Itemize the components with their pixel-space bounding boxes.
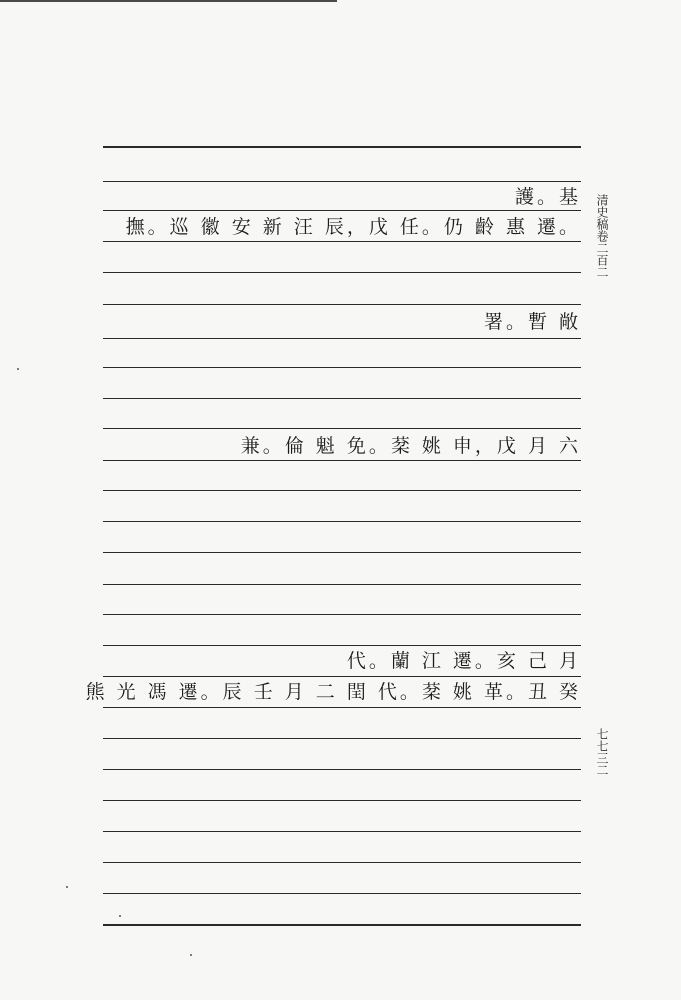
table-rule	[103, 707, 581, 708]
table-rule	[103, 521, 581, 522]
top-edge-rule	[0, 0, 337, 2]
entry-row: 署。暫 敞	[483, 311, 581, 333]
table-rule	[103, 738, 581, 739]
table-rule	[103, 338, 581, 339]
entry-row: 護。基	[514, 186, 581, 208]
scan-speck	[190, 954, 192, 956]
table-rule	[103, 241, 581, 242]
scan-speck	[119, 915, 121, 917]
table-rule	[103, 552, 581, 553]
book-title: 清史稿卷二百二	[595, 194, 609, 278]
table-rule	[103, 460, 581, 461]
table-rule	[103, 862, 581, 863]
table-rule	[103, 676, 581, 677]
table-rule	[103, 769, 581, 770]
table-rule	[103, 831, 581, 832]
entry-row: 熊 光 馮 遷。辰 壬 月 二 閏 代。棻 姚 革。丑 癸	[85, 681, 581, 703]
table-rule	[103, 490, 581, 491]
scan-speck	[66, 886, 68, 888]
table-rule	[103, 800, 581, 801]
entry-row: 撫。巡 徽 安 新 汪 辰，戊 任。仍 齡 惠 遷。	[125, 216, 581, 238]
table-rule	[103, 645, 581, 646]
entry-row: 代。蘭 江 遷。亥 己 月	[346, 650, 581, 672]
table-rule	[103, 428, 581, 429]
page-number: 七七三二	[595, 728, 609, 776]
scan-speck	[17, 368, 19, 370]
table-rule	[103, 210, 581, 211]
table-rule	[103, 398, 581, 399]
table-rule	[103, 181, 581, 182]
table-rule	[103, 584, 581, 585]
table-rule	[103, 893, 581, 894]
table-rule	[103, 272, 581, 273]
entry-row: 兼。倫 魁 免。棻 姚 申，戊 月 六	[240, 435, 581, 457]
table-rule	[103, 614, 581, 615]
table-rule	[103, 304, 581, 305]
table-rule	[103, 146, 581, 148]
table-rule	[103, 924, 581, 926]
table-rule	[103, 367, 581, 368]
